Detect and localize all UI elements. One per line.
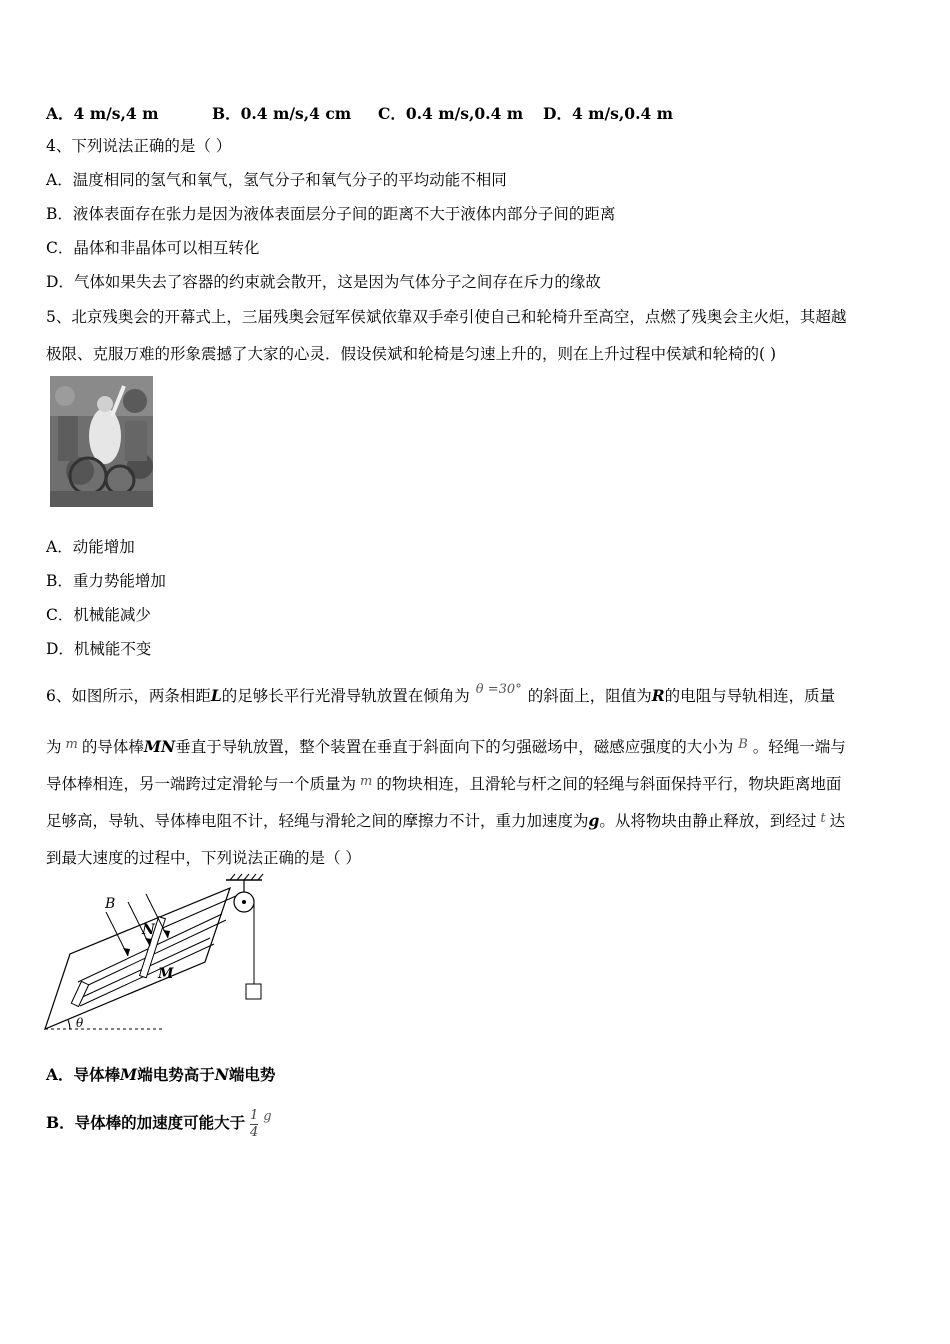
q4-option-b: B．液体表面存在张力是因为液体表面层分子间的距离不大于液体内部分子间的距离 <box>46 205 616 223</box>
fraction-one-quarter: $\frac{1}{4}$ <box>250 1107 259 1140</box>
fig-label-b: B <box>105 896 116 912</box>
q6-stem-line2: 为 $^m$ 的导体棒MN垂直于导轨放置，整个装置在垂直于斜面向下的匀强磁场中，磁感应强度的大小为 $^B$ 。轻绳一端与 <box>46 737 846 756</box>
q6-stem-line3: 导体棒相连，另一端跨过定滑轮与一个质量为 $^m$ 的物块相连，且滑轮与杆之间的轻绳与斜面保持平行，物块距离地面 <box>46 774 842 793</box>
q4-option-a: A．温度相同的氢气和氧气，氢气分子和氧气分子的平均动能不相同 <box>46 171 507 189</box>
q3-option-a: A．4 m/s,4 m <box>46 104 159 123</box>
q5-option-c: C．机械能减少 <box>46 606 151 624</box>
q5-stem-line2: 极限、克服万难的形象震撼了大家的心灵．假设侯斌和轮椅是匀速上升的，则在上升过程中侯斌和轮椅的( ) <box>46 345 777 363</box>
q6-option-b: B．导体棒的加速度可能大于 $\frac{1}{4}$ $^g$ <box>46 1107 272 1140</box>
q6-stem-line4: 足够高，导轨、导体棒电阻不计，轻绳与滑轮之间的摩擦力不计，重力加速度为g。从将物块由静止释放，到经过 $^t$ 达 <box>46 811 846 830</box>
fig-label-theta: θ <box>76 1016 84 1030</box>
wheelchair-torch-photo <box>50 376 153 507</box>
q4-stem: 4、下列说法正确的是（ ） <box>46 137 232 155</box>
q4-option-d: D．气体如果失去了容器的约束就会散开，这是因为气体分子之间存在斥力的缘故 <box>46 273 601 291</box>
q6-stem-line5: 到最大速度的过程中，下列说法正确的是（ ） <box>46 849 361 867</box>
q6-stem-line1: 6、如图所示，两条相距L的足够长平行光滑导轨放置在倾角为 $^{\theta =30^\circ}$ 的斜面上，阻值为R的电阻与导轨相连，质量 <box>46 682 836 705</box>
q5-stem-line1: 5、北京残奥会的开幕式上，三届残奥会冠军侯斌依靠双手牵引使自己和轮椅升至高空，点燃了残奥会主火炬，其超越 <box>46 308 847 326</box>
q3-option-b: B．0.4 m/s,4 cm <box>212 104 352 123</box>
q3-option-c: C．0.4 m/s,0.4 m <box>378 104 524 123</box>
q6-option-a: A．导体棒M端电势高于N端电势 <box>46 1065 276 1084</box>
q5-option-a: A．动能增加 <box>46 538 135 556</box>
q5-option-d: D．机械能不变 <box>46 640 152 658</box>
q4-option-c: C．晶体和非晶体可以相互转化 <box>46 239 260 257</box>
incline-rail-figure <box>40 872 270 1041</box>
q5-option-b: B．重力势能增加 <box>46 572 166 590</box>
fig-label-n: N <box>142 922 155 938</box>
fig-label-m: M <box>158 966 174 982</box>
q3-option-d: D．4 m/s,0.4 m <box>543 104 674 123</box>
